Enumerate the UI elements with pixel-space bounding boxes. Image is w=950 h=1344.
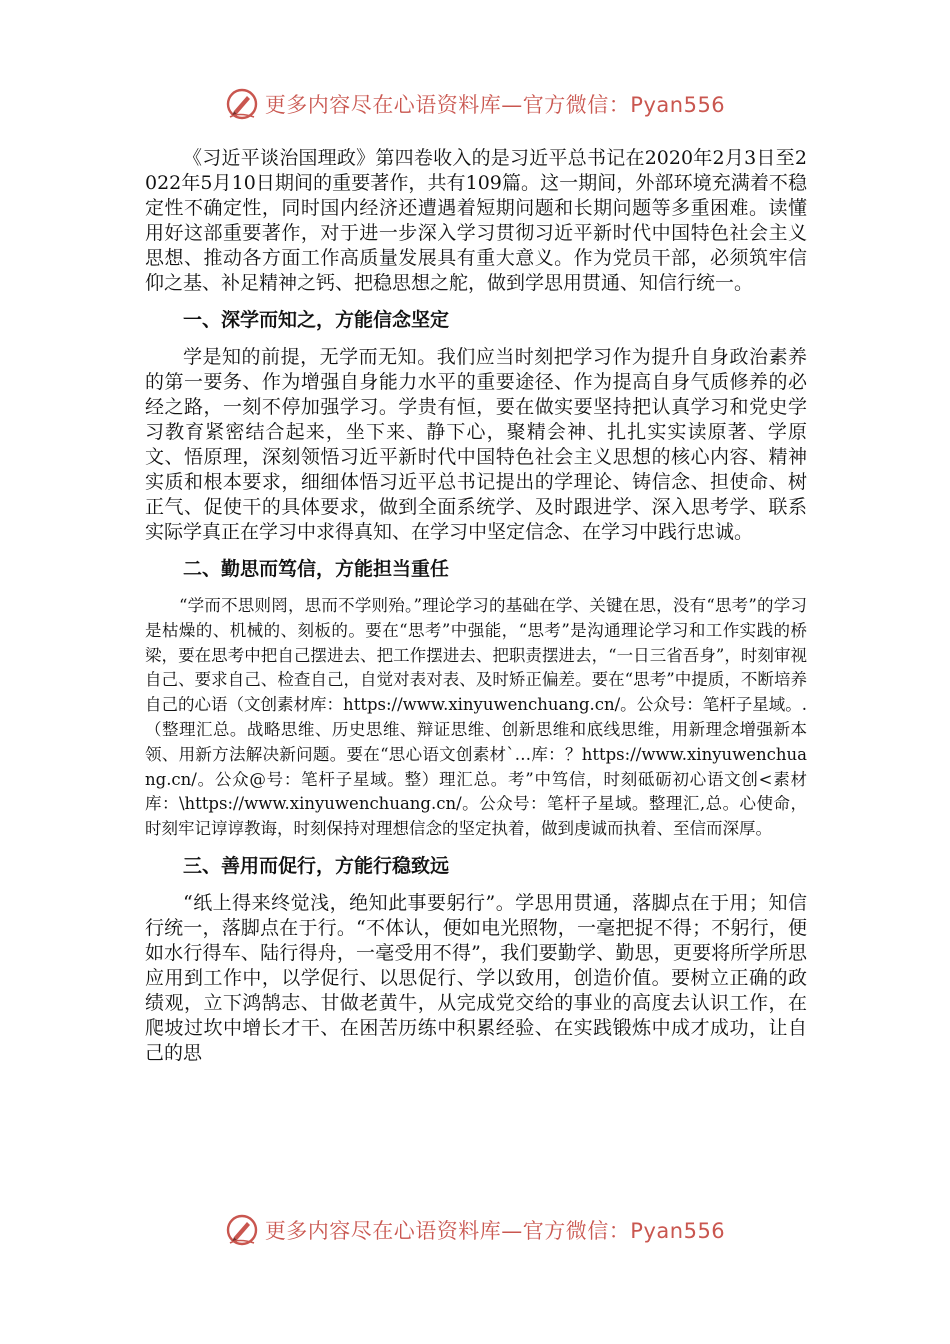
section-paragraph-3: “纸上得来终觉浅，绝知此事要躬行”。学思用贯通，落脚点在于用；知信行统一，落脚点在于行。“不体认，便如电光照物，一毫把捉不得；不躬行，便如水行得车、陆行得舟，一毫受用不得”，我们要勤学、勤思，更要将所学所思应用到工作中，以学促行、以思促行、学以致用，创造价值。要树立正确的政绩观，立下鸿鹄志、甘做老黄牛，从完成党交给的事业的高度去认识工作，在爬坡过坎中增长才干、在困苦历练中积累经验、在实践锻炼中成才成功，让自己的思 bbox=[145, 891, 807, 1064]
pen-logo-icon bbox=[225, 87, 259, 121]
pen-logo-icon bbox=[225, 1213, 259, 1247]
section-heading-2: 二、勤思而笃信，方能担当重任 bbox=[183, 558, 450, 580]
header-banner bbox=[0, 84, 950, 124]
banner-text: 更多内容尽在心语资料库—官方微信：Pyan556 bbox=[264, 93, 726, 117]
banner-text: 更多内容尽在心语资料库—官方微信：Pyan556 bbox=[264, 1219, 726, 1243]
section-heading-3: 三、善用而促行，方能行稳致远 bbox=[183, 854, 450, 877]
footer-banner bbox=[0, 1210, 950, 1250]
section-heading-1: 一、深学而知之，方能信念坚定 bbox=[183, 309, 450, 331]
intro-paragraph: 《习近平谈治国理政》第四卷收入的是习近平总书记在2020年2月3日至2022年5月10日期间的重要著作，共有109篇。这一期间，外部环境充满着不稳定性不确定性，同时国内经济还遭遇着短期问题和长期问题等多重困难。读懂用好这部重要著作，对于进一步深入学习贯彻习近平新时代中国特色社会主义思想、推动各方面工作高质量发展具有重大意义。作为党员干部，必须筑牢信仰之基、补足精神之钙、把稳思想之舵，做到学思用贯通、知信行统一。 bbox=[145, 147, 807, 294]
document-body bbox=[145, 146, 807, 1066]
section-paragraph-1: 学是知的前提，无学而无知。我们应当时刻把学习作为提升自身政治素养的第一要务、作为增强自身能力水平的重要途径、作为提高自身气质修养的必经之路，一刻不停加强学习。学贵有恒，要在做实要坚持把认真学习和党史学习教育紧密结合起来，坐下来、静下心，聚精会神、扎扎实实读原著、学原文、悟原理，深刻领悟习近平新时代中国特色社会主义思想的核心内容、精神实质和根本要求，细细体悟习近平总书记提出的学理论、铸信念、担使命、树正气、促使干的具体要求，做到全面系统学、及时跟进学、深入思考学、联系实际学真正在学习中求得真知、在学习中坚定信念、在学习中践行忠诚。 bbox=[145, 346, 807, 543]
section-paragraph-2: “学而不思则罔，思而不学则殆。”理论学习的基础在学、关键在思，没有“思考”的学习是枯燥的、机械的、刻板的。要在“思考”中强能，“思考”是沟通理论学习和工作实践的桥梁，要在思考中把自己摆进去、把工作摆进去、把职责摆进去，“一日三省吾身”，时刻审视自己、要求自己、检查自己，自觉对表对表、及时矫正偏差。要在“思考”中提质，不断培养自己的心语（文创素材库：https://www.xinyuwenchuang.cn/。公众号：笔杆子星域。.（整理汇总。战略思维、历史思维、辩证思维、创新思维和底线思维，用新理念增强新本领、用新方法解决新问题。要在“思心语文创素材`…库：？https://www.xinyuwenchuang.cn/。公众@号：笔杆子星域。整）理汇总。考”中笃信，时刻砥砺初心语文创<素材库：\https://www.xinyuwenchuang.cn/。公众号：笔杆子星域。整理汇,总。心使命，时刻牢记谆谆教诲，时刻保持对理想信念的坚定执着，做到虔诚而执着、至信而深厚。 bbox=[145, 596, 807, 839]
